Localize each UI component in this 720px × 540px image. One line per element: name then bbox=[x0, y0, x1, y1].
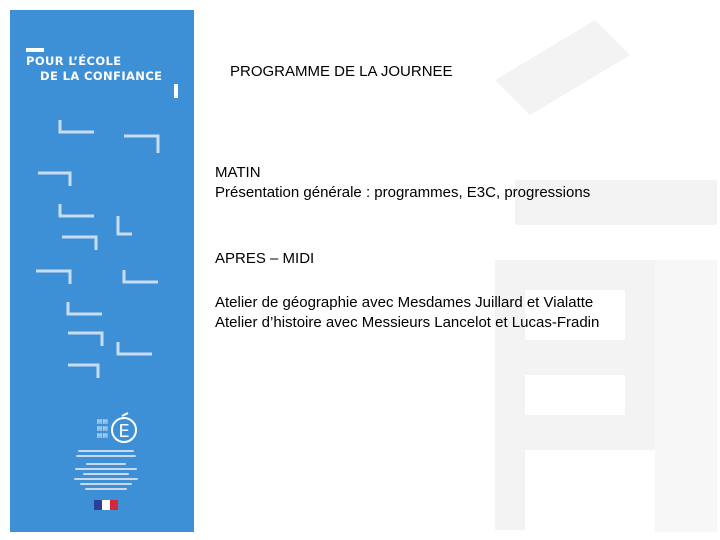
afternoon-item-history: Atelier d’histoire avec Messieurs Lancelot et Lucas-Fradin bbox=[215, 314, 600, 331]
logo-e-icon bbox=[110, 412, 138, 451]
banner-top-bar bbox=[26, 48, 44, 52]
page-title: PROGRAMME DE LA JOURNEE bbox=[230, 63, 453, 80]
bracket-icon bbox=[34, 268, 74, 288]
banner-title-line1: POUR L’ÉCOLE bbox=[26, 54, 122, 68]
bracket-icon bbox=[122, 133, 162, 157]
afternoon-section bbox=[215, 293, 599, 333]
french-flag-icon bbox=[94, 500, 118, 510]
bracket-icon bbox=[36, 170, 76, 190]
side-banner bbox=[10, 10, 194, 532]
bracket-icon bbox=[66, 330, 106, 350]
bracket-icon bbox=[116, 340, 156, 360]
bracket-icon bbox=[122, 268, 162, 288]
logo-wordmark: ▤▤ ▤▤ ▤▤ bbox=[96, 418, 108, 439]
watermark-e-icon bbox=[455, 10, 717, 537]
bracket-icon bbox=[60, 234, 100, 254]
banner-title-mark bbox=[174, 84, 178, 98]
logo-small-text bbox=[66, 450, 146, 493]
svg-text:E: E bbox=[118, 421, 130, 442]
banner-title-line2: DE LA CONFIANCE bbox=[40, 69, 163, 83]
bracket-icon bbox=[116, 214, 136, 238]
afternoon-item-geography: Atelier de géographie avec Mesdames Juillard et Vialatte bbox=[215, 294, 594, 311]
morning-heading: MATIN bbox=[215, 164, 261, 181]
bracket-icon bbox=[66, 300, 106, 320]
bracket-icon bbox=[66, 362, 102, 382]
bracket-icon bbox=[58, 202, 98, 222]
afternoon-heading: APRES – MIDI bbox=[215, 250, 315, 267]
ministry-logo bbox=[66, 410, 146, 530]
banner-title bbox=[26, 54, 162, 84]
bracket-icon bbox=[58, 118, 98, 138]
morning-item: Présentation générale : programmes, E3C, progressions bbox=[215, 184, 591, 201]
morning-section bbox=[215, 163, 590, 203]
